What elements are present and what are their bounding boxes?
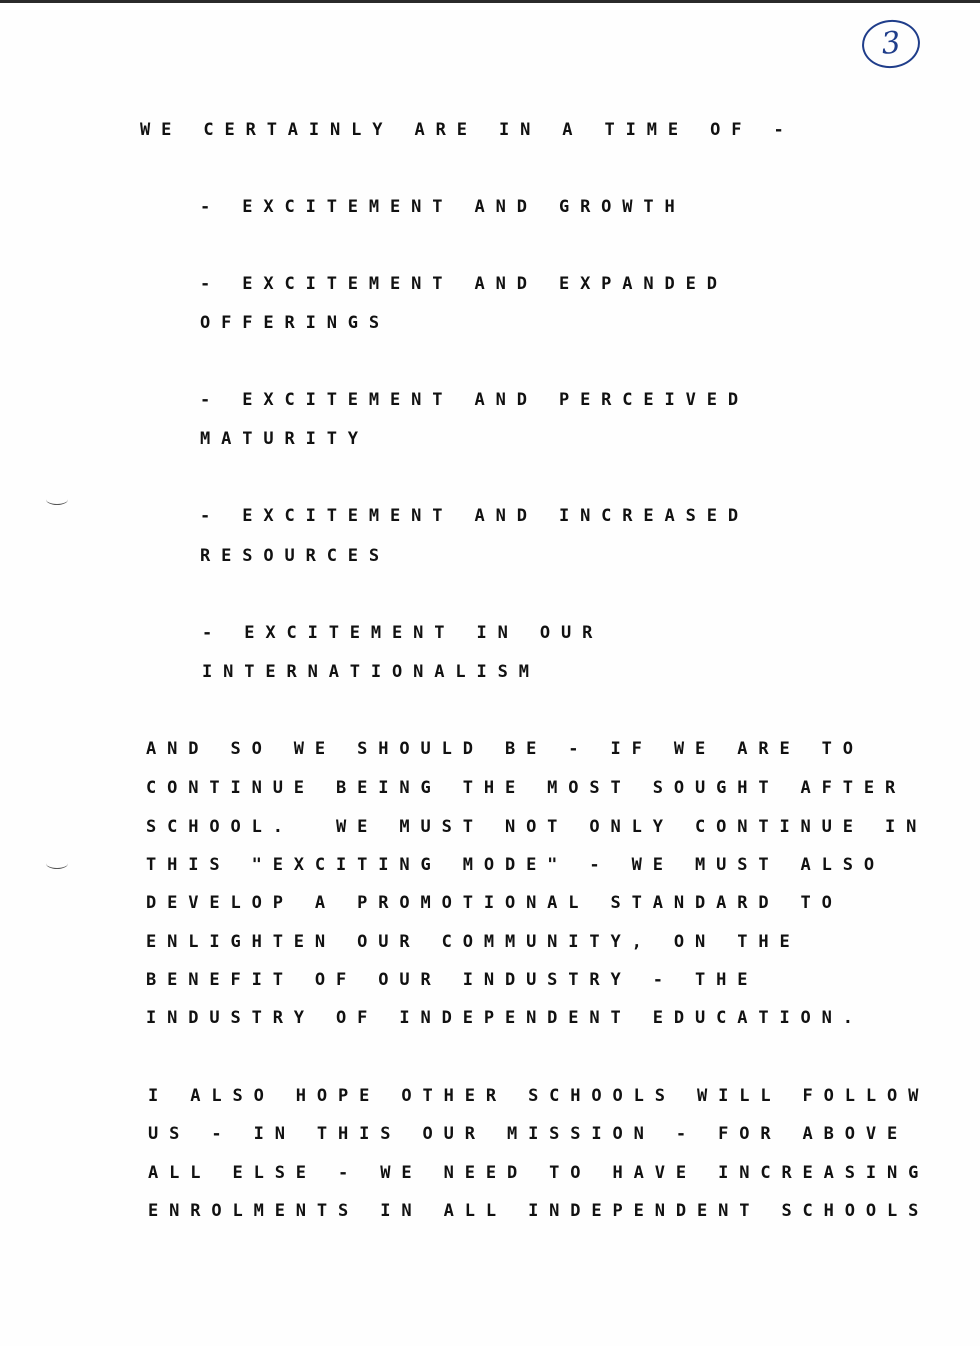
- scan-edge: [0, 0, 980, 3]
- bullet-line: - EXCITEMENT AND EXPANDED: [200, 274, 728, 294]
- paragraph-line: SCHOOL. WE MUST NOT ONLY CONTINUE IN: [146, 817, 928, 837]
- bullet-continuation: MATURITY: [200, 429, 369, 449]
- paragraph-line: ENROLMENTS IN ALL INDEPENDENT SCHOOLS: [148, 1201, 930, 1221]
- bullet-line: - EXCITEMENT AND GROWTH: [200, 197, 686, 217]
- punch-hole-mark: [46, 858, 68, 869]
- paragraph-line: THIS "EXCITING MODE" - WE MUST ALSO: [146, 855, 886, 875]
- paragraph-line: ALL ELSE - WE NEED TO HAVE INCREASING: [148, 1163, 930, 1183]
- paragraph-line: US - IN THIS OUR MISSION - FOR ABOVE: [148, 1124, 909, 1144]
- paragraph-line: CONTINUE BEING THE MOST SOUGHT AFTER: [146, 778, 907, 798]
- bullet-line: - EXCITEMENT IN OUR: [202, 623, 604, 643]
- paragraph-line: ENLIGHTEN OUR COMMUNITY, ON THE: [146, 932, 801, 952]
- paragraph-line: BENEFIT OF OUR INDUSTRY - THE: [146, 970, 759, 990]
- bullet-continuation: OFFERINGS: [200, 313, 391, 333]
- bullet-continuation: RESOURCES: [200, 546, 391, 566]
- intro-line: WE CERTAINLY ARE IN A TIME OF -: [140, 120, 795, 140]
- paragraph-line: DEVELOP A PROMOTIONAL STANDARD TO: [146, 893, 843, 913]
- paragraph-line: AND SO WE SHOULD BE - IF WE ARE TO: [146, 739, 864, 759]
- bullet-line: - EXCITEMENT AND INCREASED: [200, 506, 749, 526]
- paragraph-line: INDUSTRY OF INDEPENDENT EDUCATION.: [146, 1008, 864, 1028]
- paragraph-line: I ALSO HOPE OTHER SCHOOLS WILL FOLLOW: [148, 1086, 930, 1106]
- bullet-line: - EXCITEMENT AND PERCEIVED: [200, 390, 749, 410]
- page-number-circled: 3: [860, 17, 923, 71]
- punch-hole-mark: [46, 494, 68, 505]
- bullet-continuation: INTERNATIONALISM: [202, 662, 540, 682]
